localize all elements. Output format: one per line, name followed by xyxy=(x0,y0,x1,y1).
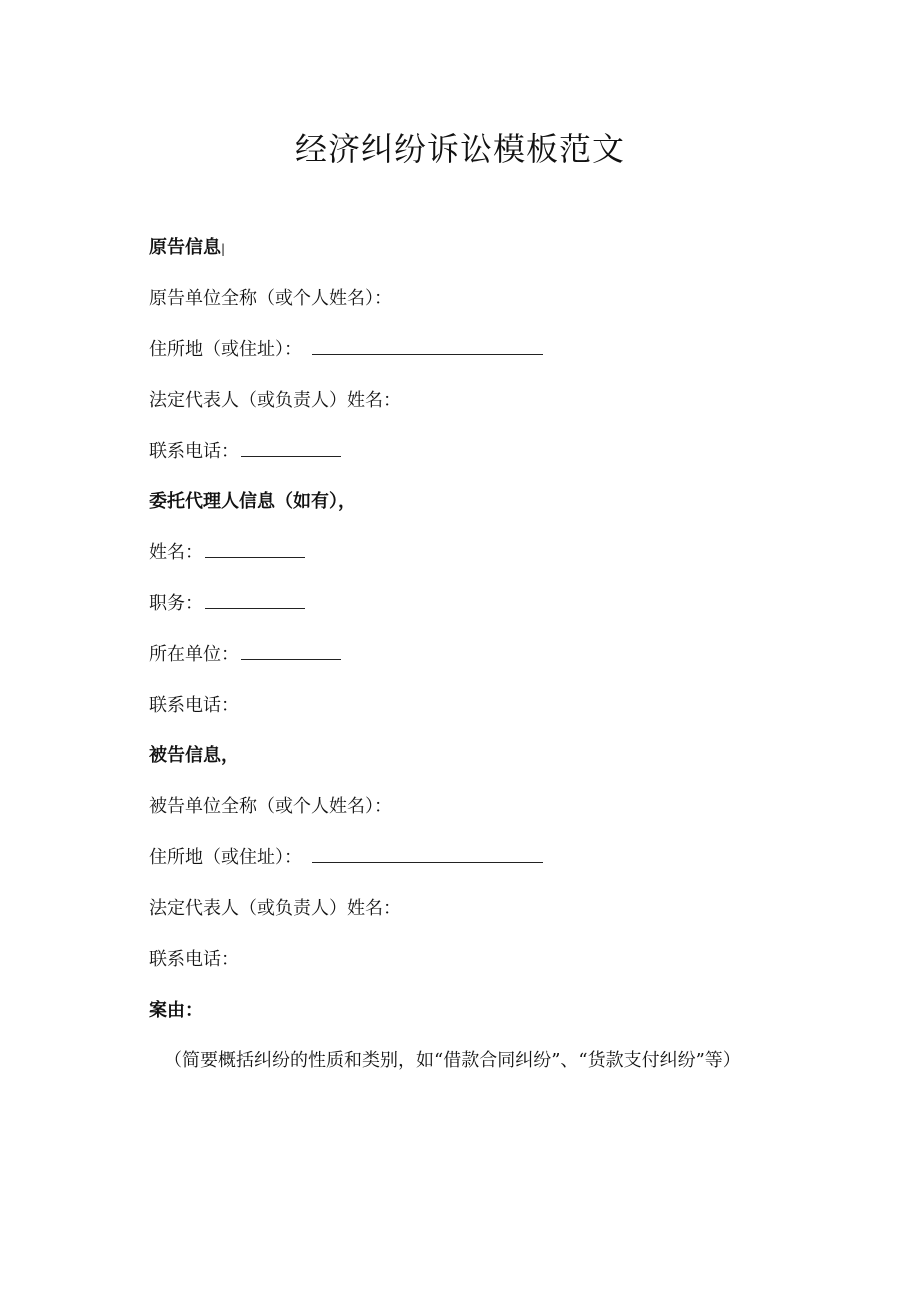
document-title: 经济纠纷诉讼模板范文 xyxy=(294,130,625,168)
plaintiff-heading-mark: | xyxy=(221,242,226,256)
agent-employer-blank xyxy=(241,643,341,660)
agent-name-line xyxy=(149,541,305,565)
defendant-phone-label: 联系电话： xyxy=(149,949,239,970)
agent-section-heading: 委托代理人信息（如有）， xyxy=(149,491,356,512)
cause-section-heading: 案由： xyxy=(149,1000,203,1021)
plaintiff-section-heading xyxy=(149,236,225,261)
defendant-address-label: 住所地（或住址）： xyxy=(149,847,302,868)
agent-phone-label: 联系电话： xyxy=(149,695,239,716)
plaintiff-address-blank xyxy=(312,338,543,355)
defendant-address-blank xyxy=(312,846,543,863)
plaintiff-phone-label: 联系电话： xyxy=(149,441,239,462)
defendant-full-name-line xyxy=(149,795,392,819)
agent-position-blank xyxy=(205,592,305,609)
agent-name-blank xyxy=(205,541,305,558)
defendant-section-heading: 被告信息， xyxy=(149,745,239,766)
defendant-representative-label: 法定代表人（或负责人）姓名： xyxy=(149,898,401,919)
defendant-address-line xyxy=(149,846,543,870)
agent-employer-line xyxy=(149,643,341,667)
defendant-representative-line xyxy=(149,897,401,921)
agent-position-label: 职务： xyxy=(149,593,203,614)
defendant-phone-line xyxy=(149,948,239,972)
defendant-full-name-label: 被告单位全称（或个人姓名）： xyxy=(149,796,392,817)
plaintiff-heading-text: 原告信息 xyxy=(149,237,221,258)
plaintiff-phone-blank xyxy=(241,440,341,457)
plaintiff-full-name-label: 原告单位全称（或个人姓名）： xyxy=(149,288,392,309)
plaintiff-address-line xyxy=(149,338,543,362)
plaintiff-full-name-line xyxy=(149,287,392,311)
agent-employer-label: 所在单位： xyxy=(149,644,239,665)
agent-name-label: 姓名： xyxy=(149,542,203,563)
plaintiff-address-label: 住所地（或住址）： xyxy=(149,339,302,360)
cause-description: （简要概括纠纷的性质和类别，如“借款合同纠纷”、“货款支付纠纷”等） xyxy=(164,1050,741,1071)
agent-phone-line xyxy=(149,694,239,718)
agent-position-line xyxy=(149,592,305,616)
plaintiff-representative-line xyxy=(149,389,401,413)
plaintiff-representative-label: 法定代表人（或负责人）姓名： xyxy=(149,390,401,411)
plaintiff-phone-line xyxy=(149,440,341,464)
